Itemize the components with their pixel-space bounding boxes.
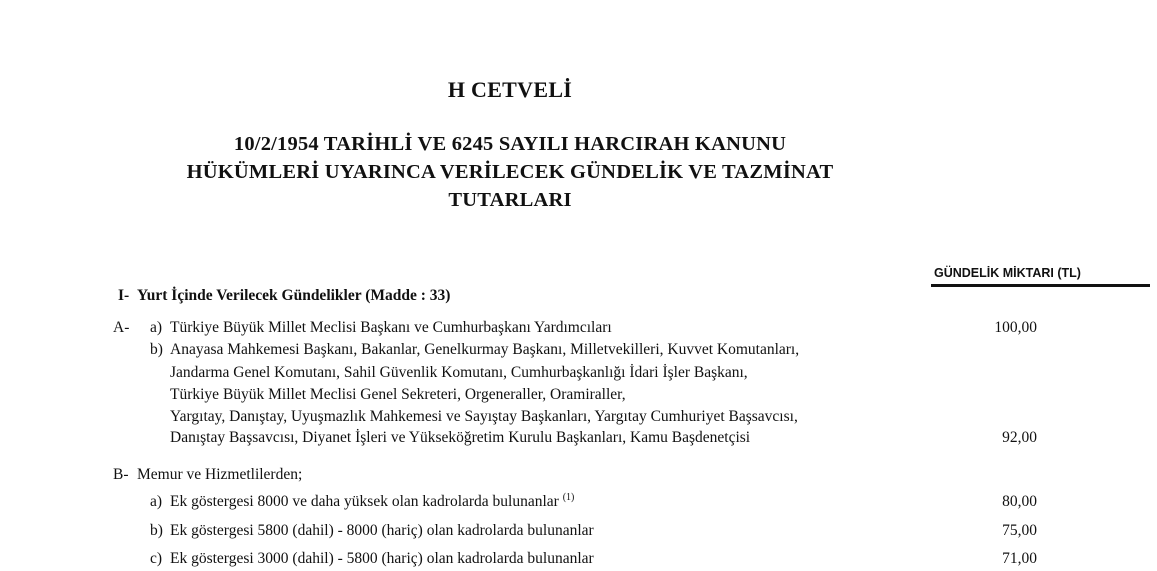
column-header-rule — [931, 284, 1150, 287]
item-a-b-line-1: Anayasa Mahkemesi Başkanı, Bakanlar, Genelkurmay Başkanı, Milletvekilleri, Kuvvet Komutanları, — [170, 341, 800, 358]
section-number: I- — [118, 287, 130, 304]
subtitle-line-3: TUTARLARI — [448, 189, 572, 211]
page-title: H CETVELİ — [447, 77, 573, 102]
item-b-a-text: Ek göstergesi 8000 ve daha yüksek olan kadrolarda bulunanlar $^{(1)}$ — [170, 491, 575, 510]
item-a-a-amount: 100,00 — [994, 319, 1037, 336]
item-a-a-text: Türkiye Büyük Millet Meclisi Başkanı ve Cumhurbaşkanı Yardımcıları — [170, 319, 612, 336]
item-b-a-amount: 80,00 — [1002, 493, 1037, 510]
item-a-b-line-4: Yargıtay, Danıştay, Uyuşmazlık Mahkemesi ve Sayıştay Başkanları, Yargıtay Cumhuriyet Başsavcısı, — [170, 408, 798, 425]
item-b-b-amount: 75,00 — [1002, 522, 1037, 539]
item-b-c-letter: c) — [150, 550, 163, 567]
column-header-daily-amount: GÜNDELİK MİKTARI (TL) — [934, 266, 1081, 280]
item-b-c-amount: 71,00 — [1002, 550, 1037, 567]
item-b-c-text: Ek göstergesi 3000 (dahil) - 5800 (hariç) olan kadrolarda bulunanlar — [170, 550, 594, 567]
footnote-marker: (1) — [562, 491, 575, 503]
item-b-b-letter: b) — [150, 522, 163, 539]
group-a-label: A- — [113, 319, 130, 336]
item-a-b-letter: b) — [150, 341, 163, 358]
subtitle-line-1: 10/2/1954 TARİHLİ VE 6245 SAYILI HARCIRAH KANUNU — [233, 133, 787, 155]
subtitle-line-2: HÜKÜMLERİ UYARINCA VERİLECEK GÜNDELİK VE TAZMİNAT — [186, 161, 834, 183]
item-a-b-amount: 92,00 — [1002, 429, 1037, 446]
item-a-b-line-5: Danıştay Başsavcısı, Diyanet İşleri ve Yükseköğretim Kurulu Başkanları, Kamu Başdenetçisi — [170, 429, 751, 446]
section-title: Yurt İçinde Verilecek Gündelikler (Madde : 33) — [137, 287, 451, 304]
group-b-title: Memur ve Hizmetlilerden; — [137, 466, 303, 483]
item-a-a-letter: a) — [150, 319, 163, 336]
item-a-b-line-2: Jandarma Genel Komutanı, Sahil Güvenlik Komutanı, Cumhurbaşkanlığı İdari İşler Başkanı, — [170, 364, 748, 381]
item-a-b-line-3: Türkiye Büyük Millet Meclisi Genel Sekreteri, Orgeneraller, Oramiraller, — [170, 386, 626, 403]
group-b-label: B- — [113, 466, 129, 483]
item-b-b-text: Ek göstergesi 5800 (dahil) - 8000 (hariç) olan kadrolarda bulunanlar — [170, 522, 594, 539]
item-b-a-letter: a) — [150, 493, 163, 510]
